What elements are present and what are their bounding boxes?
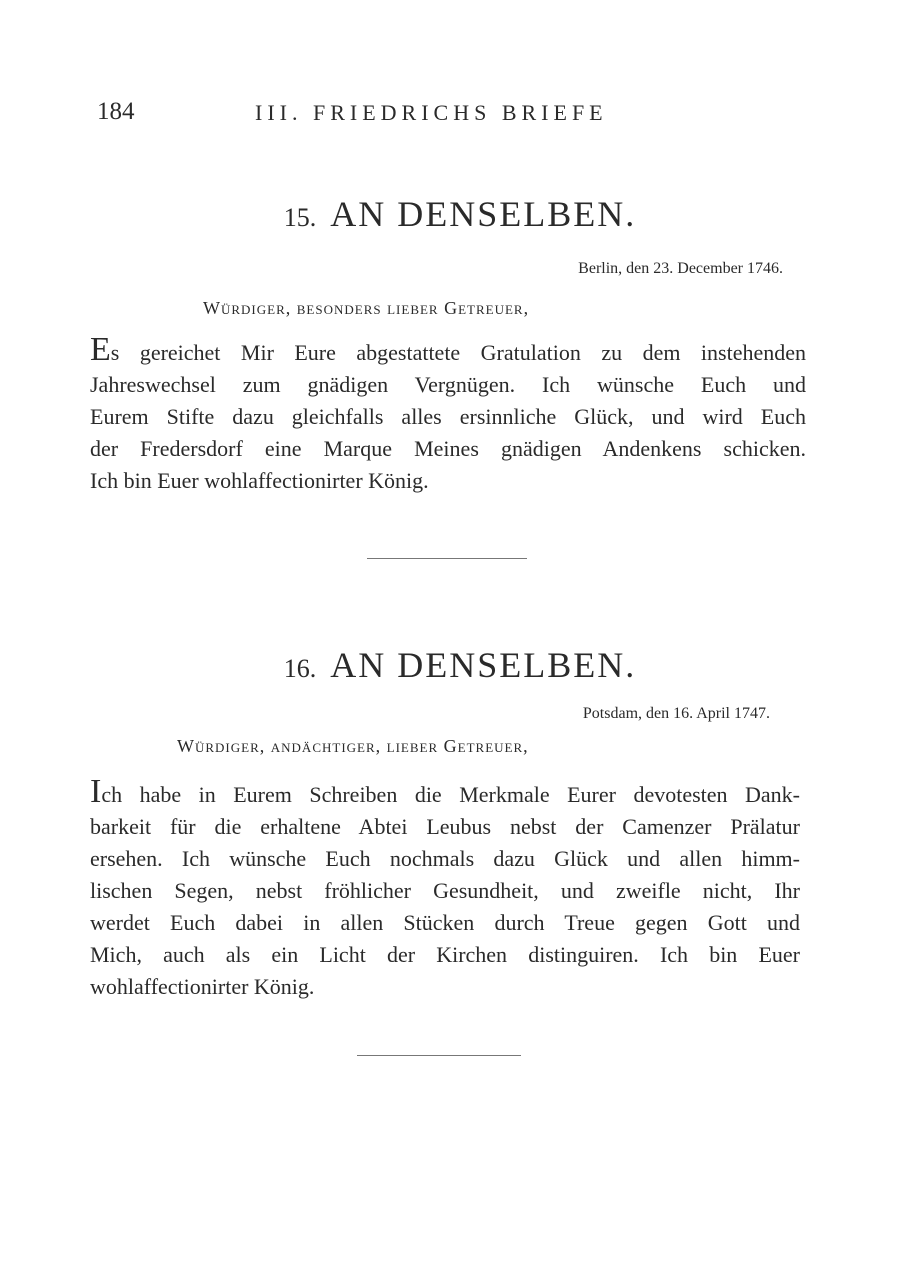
text-line: der Fredersdorf eine Marque Meines gnädigen Andenkens schicken. — [90, 436, 806, 461]
letter-heading — [0, 193, 900, 235]
letter-number: 16. — [283, 654, 317, 683]
text-line: wohlaffectionirter König. — [90, 974, 315, 999]
section-divider — [357, 1055, 521, 1056]
salutation: Würdiger, besonders lieber Getreuer, — [203, 298, 530, 318]
letter-body — [90, 331, 806, 497]
text-line: Mich, auch als ein Licht der Kirchen distinguiren. Ich bin Euer — [90, 942, 800, 967]
text-line: Eurem Stifte dazu gleichfalls alles ersinnliche Glück, und wird Euch — [90, 404, 806, 429]
letter-title: AN DENSELBEN. — [330, 194, 637, 234]
text-line: barkeit für die erhaltene Abtei Leubus nebst der Camenzer Prälatur — [90, 814, 800, 839]
letter-heading — [0, 644, 900, 686]
text-line: lischen Segen, nebst fröhlicher Gesundheit, und zweifle nicht, Ihr — [90, 878, 800, 903]
text-line: Jahreswechsel zum gnädigen Vergnügen. Ich wünsche Euch und — [90, 372, 806, 397]
letter-body — [90, 773, 800, 1003]
text-line: werdet Euch dabei in allen Stücken durch Treue gegen Gott und — [90, 910, 800, 935]
text-line: ersehen. Ich wünsche Euch nochmals dazu Glück und allen himm- — [90, 846, 800, 871]
section-divider — [367, 558, 527, 559]
text-line: Es gereichet Mir Eure abgestattete Gratulation zu dem instehenden — [90, 331, 806, 368]
text-line: Ich habe in Eurem Schreiben die Merkmale Eurer devotesten Dank- — [90, 773, 800, 810]
letter-title: AN DENSELBEN. — [330, 645, 637, 685]
letter-number: 15. — [283, 203, 317, 232]
text-line: Ich bin Euer wohlaffectionirter König. — [90, 468, 429, 493]
place-date: Berlin, den 23. December 1746. — [578, 260, 783, 277]
running-title: III. FRIEDRICHS BRIEFE — [255, 100, 608, 125]
page-number: 184 — [97, 98, 135, 125]
place-date: Potsdam, den 16. April 1747. — [582, 705, 770, 722]
salutation: Würdiger, andächtiger, lieber Getreuer, — [177, 736, 529, 756]
